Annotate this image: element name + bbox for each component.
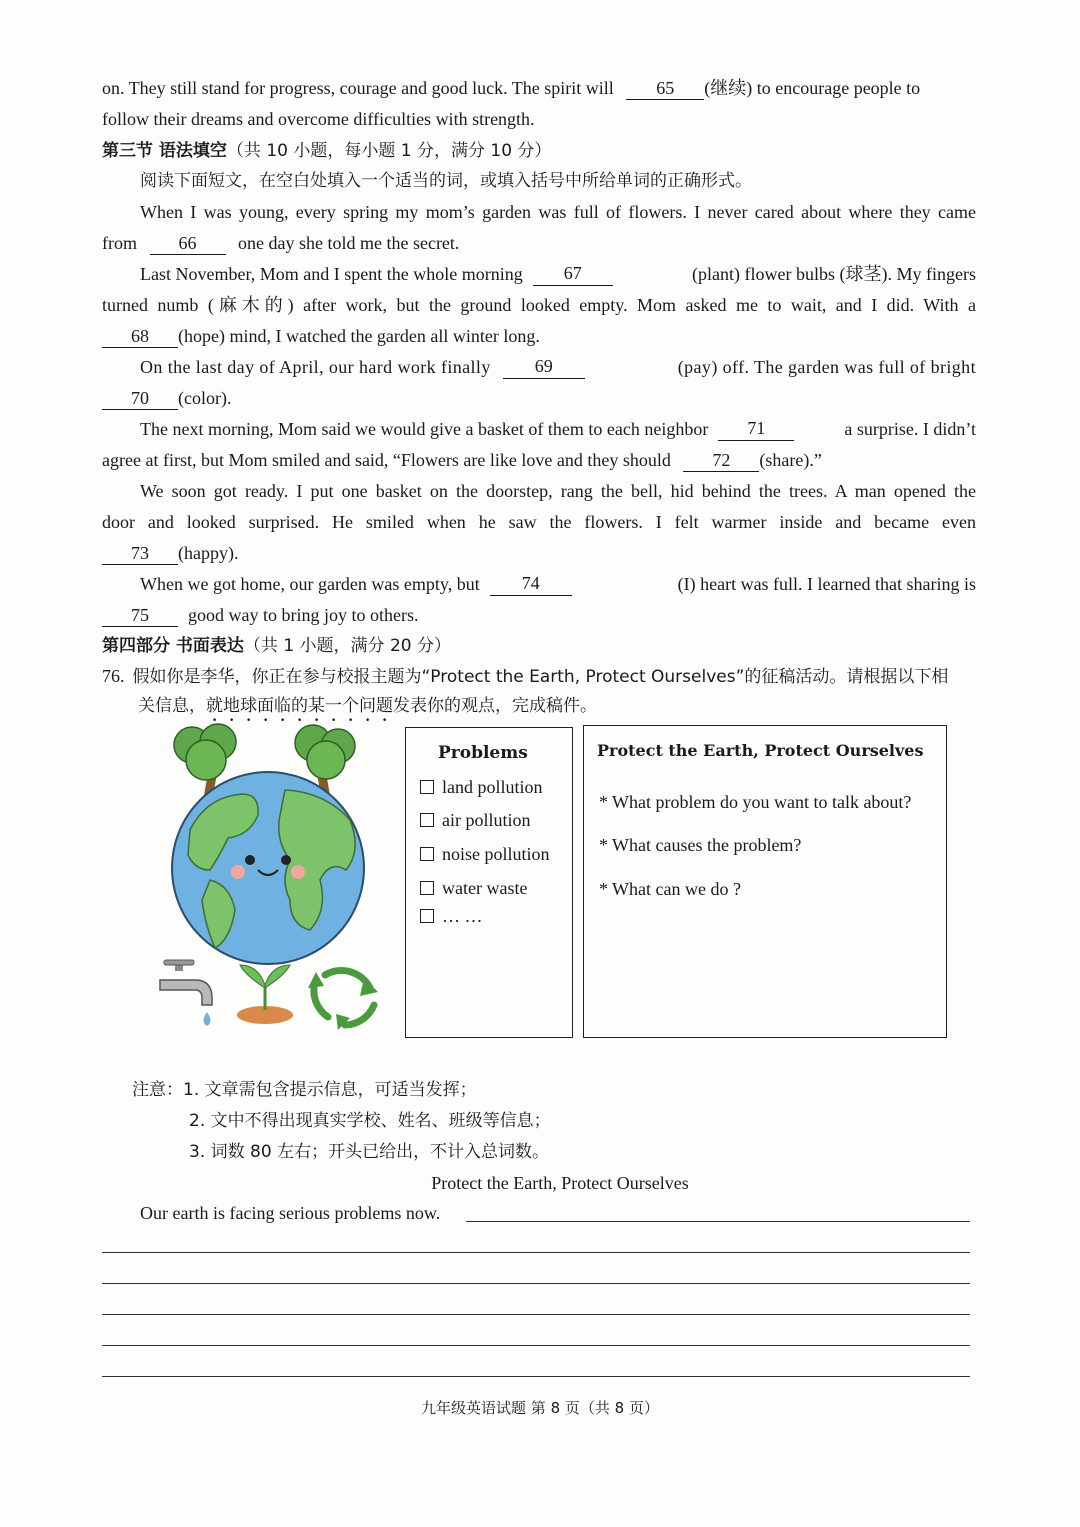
prompt-question: * What problem do you want to talk about? (599, 792, 912, 812)
prompt-question: * What causes the problem? (599, 835, 802, 855)
checkbox-icon[interactable] (420, 909, 434, 923)
passage-line: 70 (color). (102, 386, 231, 410)
writing-line[interactable] (466, 1221, 970, 1222)
blank-71[interactable]: 71 (718, 417, 794, 441)
blank-74[interactable]: 74 (490, 572, 572, 596)
earth-illustration (150, 720, 390, 1035)
notes-line: 注意：1. 文章需包含提示信息，可适当发挥； (132, 1080, 477, 1100)
passage-line: We soon got ready. I put one basket on the doorstep, rang the bell, hid behind the trees. A man opened the (140, 481, 976, 501)
writing-line[interactable] (102, 1283, 970, 1284)
blank-75[interactable]: 75 (102, 604, 178, 627)
passage-line: On the last day of April, our hard work finally 69 (pay) off. The garden was full of bright (140, 356, 976, 377)
section-3-header (102, 138, 551, 163)
part-4-title: 第四部分 书面表达 (102, 636, 244, 656)
essay-opening: Our earth is facing serious problems now. (140, 1203, 441, 1223)
problem-item[interactable]: air pollution (420, 808, 531, 832)
blank-72[interactable]: 72 (683, 449, 759, 472)
writing-line[interactable] (102, 1314, 970, 1315)
blank-68[interactable]: 68 (102, 325, 178, 348)
blank-67[interactable]: 67 (533, 262, 613, 286)
passage-line: on. They still stand for progress, courage and good luck. The spirit will 65 (继续) to encourage people to (102, 78, 921, 98)
checkbox-icon[interactable] (420, 847, 434, 861)
passage-line: 73 (happy). (102, 541, 238, 565)
passage-line: follow their dreams and overcome difficulties with strength. (102, 109, 535, 129)
globe-icon (172, 772, 364, 964)
passage-line: turned numb (麻木的) after work, but the ground looked empty. Mom asked me to wait, and I did. With a (102, 295, 976, 315)
section-3-note: （共 10 小题，每小题 1 分，满分 10 分） (226, 141, 552, 161)
blank-70[interactable]: 70 (102, 387, 178, 410)
notes-line: 2. 文中不得出现真实学校、姓名、班级等信息； (189, 1111, 551, 1131)
passage-line: 68 (hope) mind, I watched the garden all winter long. (102, 324, 540, 348)
writing-line[interactable] (102, 1252, 970, 1253)
passage-line: The next morning, Mom said we would give a basket of them to each neighbor 71 a surprise. I didn’t (140, 418, 976, 439)
page-footer: 九年级英语试题 第 8 页（共 8 页） (421, 1399, 659, 1417)
passage-line: from 66 one day she told me the secret. (102, 233, 460, 253)
prompt-question: * What can we do ? (599, 879, 741, 899)
passage-line: agree at first, but Mom smiled and said, “Flowers are like love and they should 72 (share).” (102, 450, 822, 470)
emphasized-text: 就地球面临的某一个问题 (206, 696, 393, 716)
checkbox-icon[interactable] (420, 813, 434, 827)
problem-item[interactable]: water waste (420, 876, 527, 900)
question-76-line1: 76. 假如你是李华，你正在参与校报主题为“Protect the Earth, Protect Ourselves”的征稿活动。请根据以下相 (102, 666, 949, 687)
checkbox-icon[interactable] (420, 881, 434, 895)
section-3-title: 第三节 语法填空 (102, 141, 227, 161)
writing-line[interactable] (102, 1376, 970, 1377)
passage-line: 75 good way to bring joy to others. (102, 603, 418, 627)
blank-65[interactable]: 65 (626, 77, 704, 100)
part-4-header (102, 633, 451, 658)
sprout-icon (237, 965, 293, 1024)
problem-item[interactable]: noise pollution (420, 842, 550, 866)
problem-item[interactable]: … … (420, 904, 483, 928)
problem-item[interactable]: land pollution (420, 775, 543, 799)
essay-title: Protect the Earth, Protect Ourselves (431, 1173, 689, 1193)
passage-line: Last November, Mom and I spent the whole morning 67 (plant) flower bulbs (球茎). My fingers (140, 263, 976, 284)
problems-title: Problems (438, 743, 528, 763)
writing-line[interactable] (102, 1345, 970, 1346)
notes-line: 3. 词数 80 左右；开头已给出，不计入总词数。 (189, 1142, 550, 1162)
blank-66[interactable]: 66 (150, 232, 226, 255)
blank-73[interactable]: 73 (102, 542, 178, 565)
passage-line: When we got home, our garden was empty, but 74 (I) heart was full. I learned that sharing is (140, 573, 976, 594)
question-76-line2: 关信息，就地球面临的某一个问题发表你的观点，完成稿件。 (138, 696, 597, 716)
passage-line: door and looked surprised. He smiled when he saw the flowers. I felt warmer inside and became even (102, 512, 976, 532)
section-3-instruction: 阅读下面短文，在空白处填入一个适当的词，或填入括号中所给单词的正确形式。 (140, 171, 752, 191)
faucet-icon (160, 960, 212, 1026)
passage-line: When I was young, every spring my mom’s garden was full of flowers. I never cared about where they came (140, 202, 976, 222)
part-4-note: （共 1 小题，满分 20 分） (243, 636, 451, 656)
prompt-title: Protect the Earth, Protect Ourselves (597, 741, 924, 760)
blank-69[interactable]: 69 (503, 355, 585, 379)
checkbox-icon[interactable] (420, 780, 434, 794)
